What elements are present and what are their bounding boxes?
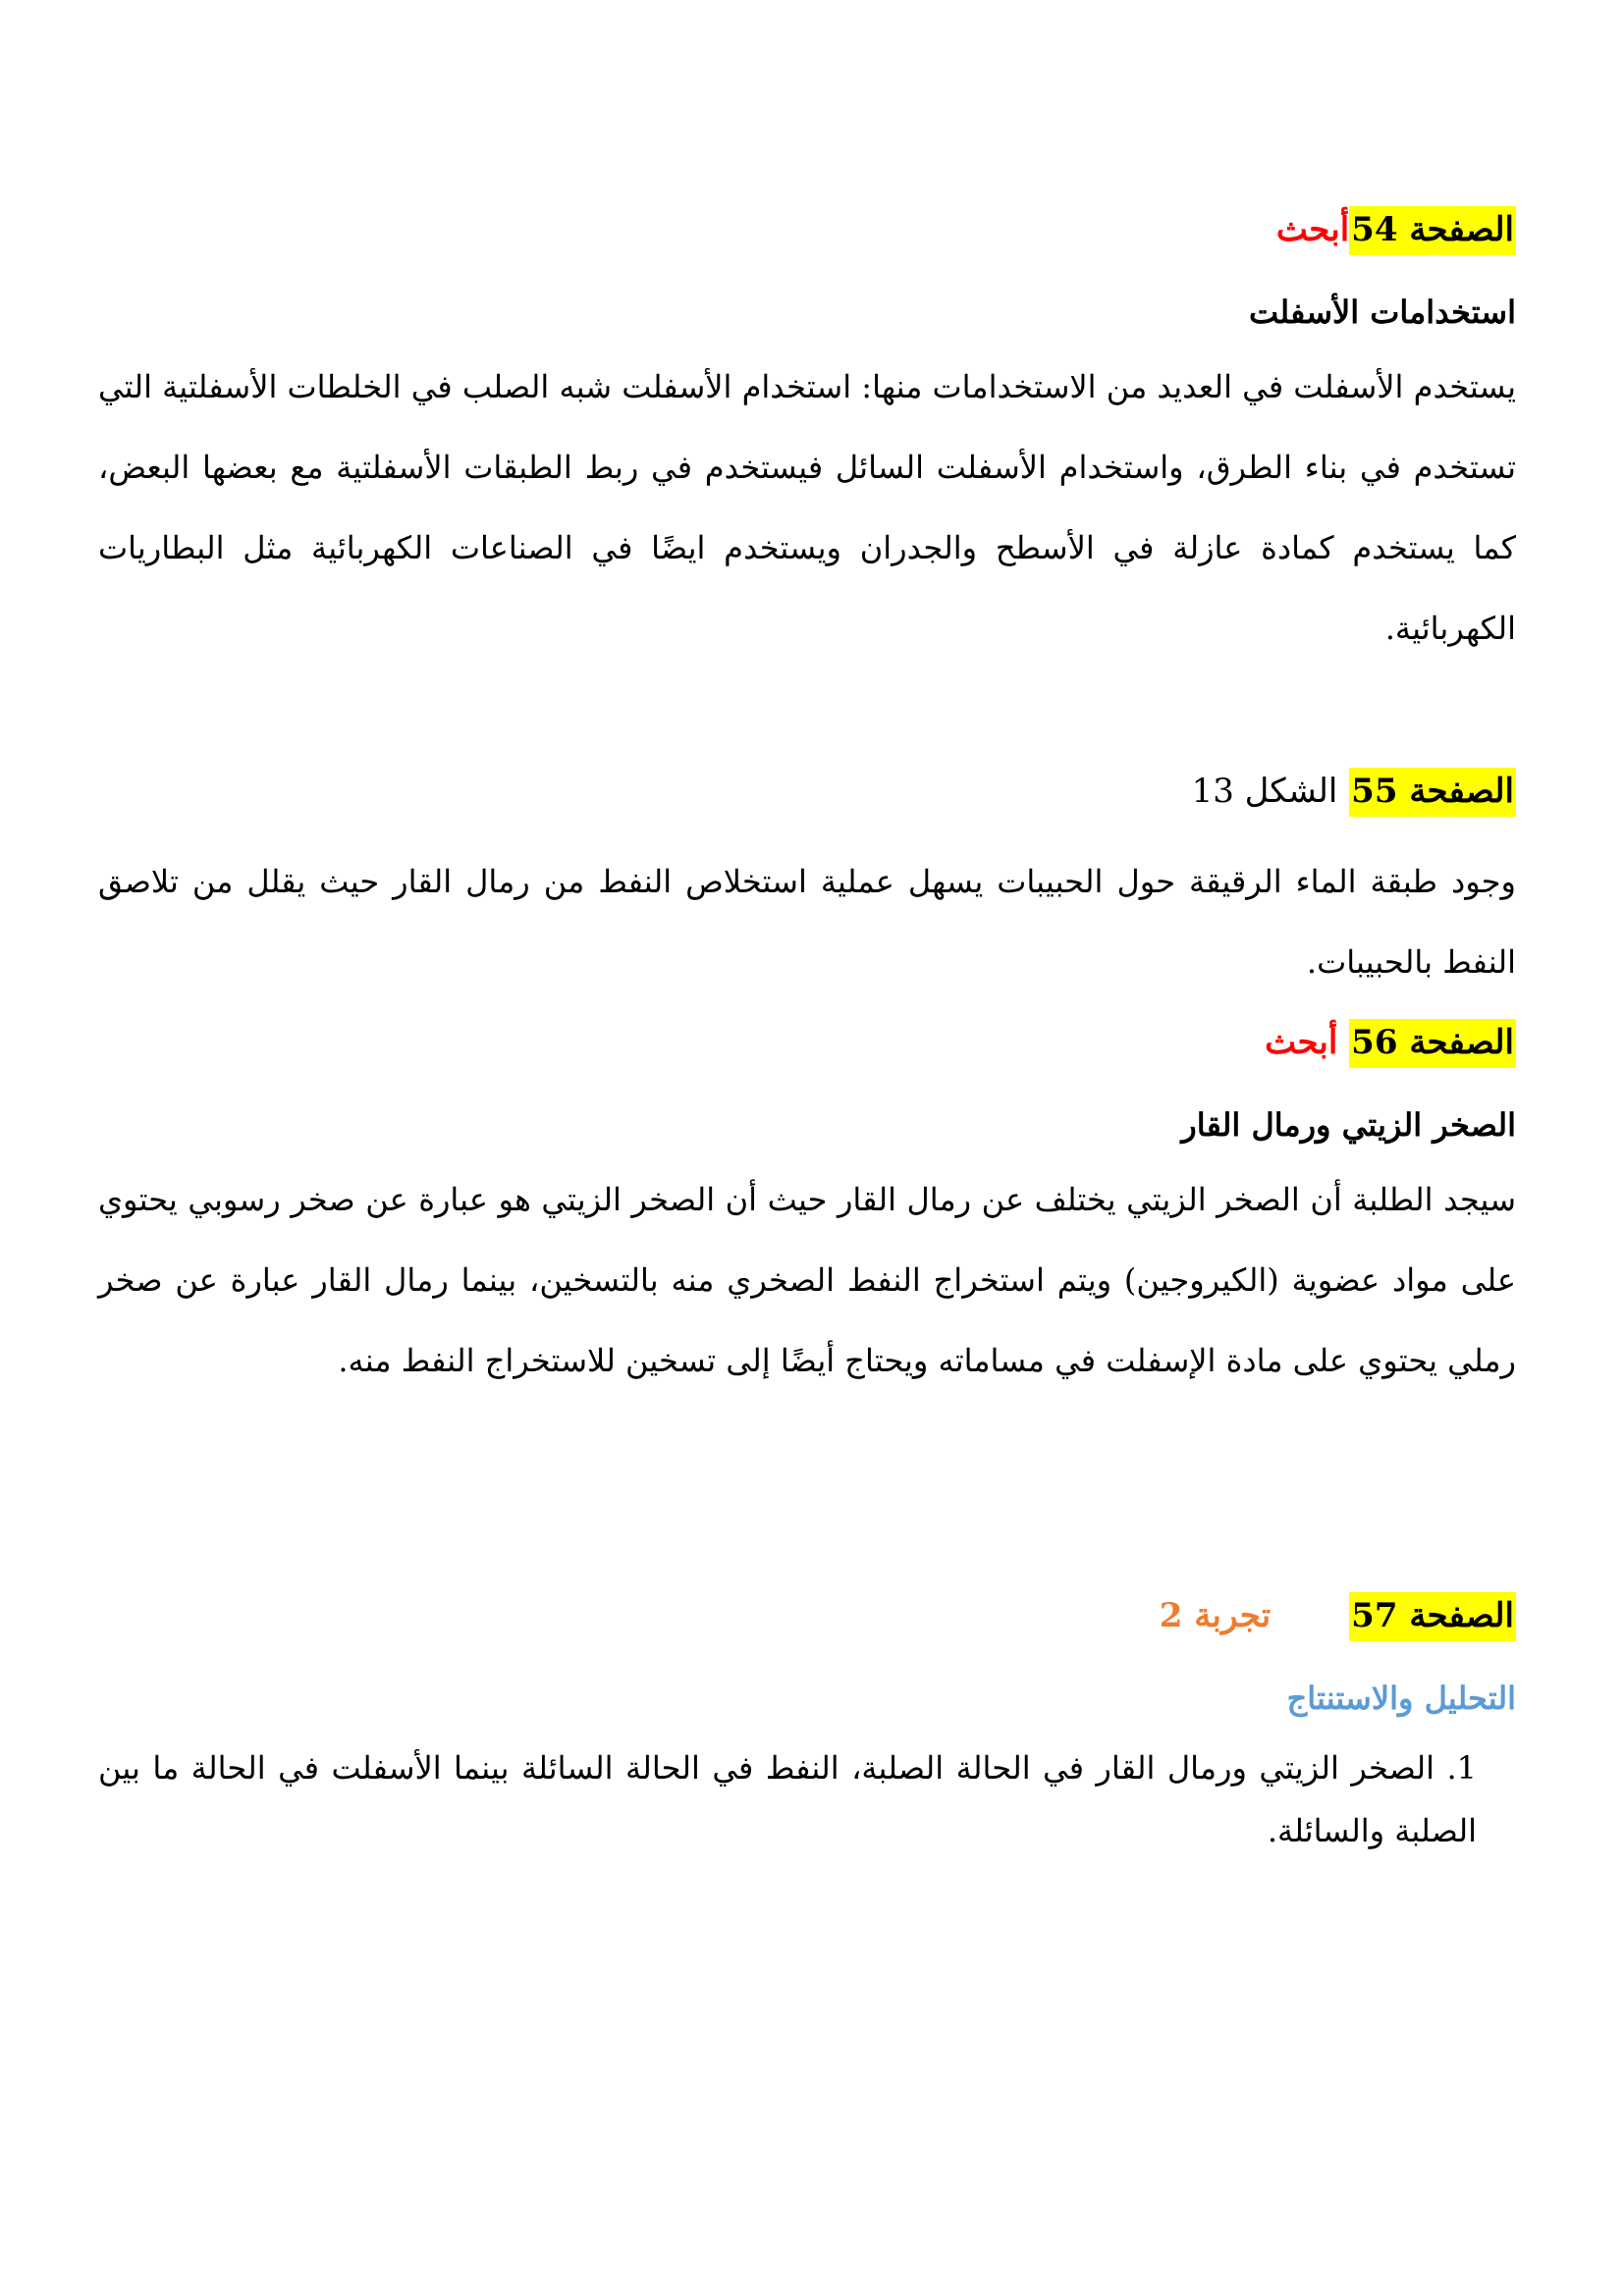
- section-57-heading: [98, 1587, 1516, 1656]
- subtitle-analysis: التحليل والاستنتاج: [1286, 1680, 1516, 1717]
- section-55-heading: [98, 763, 1516, 831]
- paragraph-oil-shale: سيجد الطلبة أن الصخر الزيتي يختلف عن رمال القار حيث أن الصخر الزيتي هو عبارة عن صخر رسوبي يحتوي على مواد عضوية (الكيروجين) ويتم استخراج النفط الصخري منه بالتسخين، بينما رمال القار عبارة عن صخر رملي يحتوي على مادة الإسفلت في مساماته ويحتاج أيضًا إلى تسخين للاستخراج النفط منه.: [98, 1181, 1517, 1379]
- paragraph-water-layer: وجود طبقة الماء الرقيقة حول الحبيبات يسهل عملية استخلاص النفط من رمال القار حيث يقلل من تلاصق النفط بالحبيبات.: [98, 863, 1516, 981]
- list-item-number: 1.: [1446, 1749, 1478, 1787]
- page-label-55: الصفحة 55: [1349, 768, 1516, 817]
- page-label-56: الصفحة 56: [1349, 1019, 1516, 1068]
- experiment-2-label: تجربة 2: [1159, 1596, 1272, 1635]
- subtitle-asphalt-uses: استخدامات الأسفلت: [1248, 294, 1516, 331]
- subtitle-oil-shale: الصخر الزيتي ورمال القار: [1181, 1106, 1516, 1144]
- list-item: [98, 1736, 1516, 1862]
- tag-research-56: أبحث: [1265, 1023, 1338, 1062]
- paragraph-asphalt-uses: يستخدم الأسفلت في العديد من الاستخدامات منها: استخدام الأسفلت شبه الصلب في الخلطات الأسفلتية التي تستخدم في بناء الطرق، واستخدام الأسفلت السائل فيستخدم في ربط الطبقات الأسفلتية مع بعضها البعض، كما يستخدم كمادة عازلة في الأسطح والجدران ويستخدم ايضًا في الصناعات الكهربائية مثل البطاريات الكهربائية.: [98, 368, 1516, 647]
- section-56-heading: [98, 1014, 1516, 1083]
- list-item-text: الصخر الزيتي ورمال القار في الحالة الصلبة، النفط في الحالة السائلة بينما الأسفلت في الحالة ما بين الصلبة والسائلة.: [98, 1749, 1477, 1849]
- page-label-57: الصفحة 57: [1349, 1592, 1516, 1641]
- figure-13-label: الشكل 13: [1191, 772, 1338, 811]
- page-label-54: الصفحة 54: [1349, 206, 1516, 255]
- section-54-heading: [98, 201, 1516, 270]
- tag-research-54: أبحث: [1275, 210, 1350, 249]
